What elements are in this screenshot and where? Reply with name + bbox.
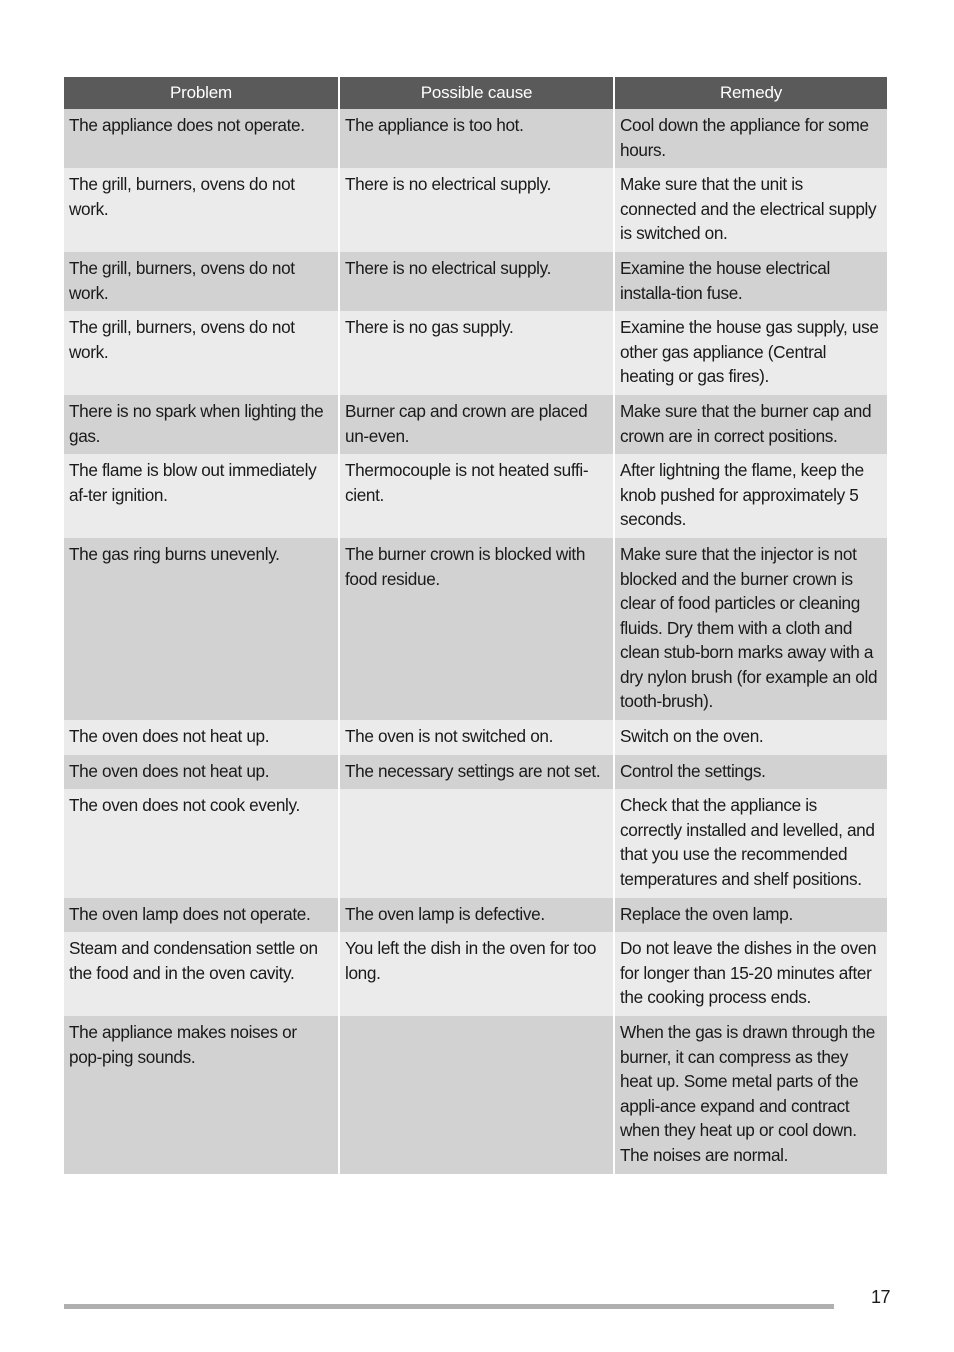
cause-cell: [339, 789, 614, 897]
table-row: [64, 755, 887, 790]
table-row: [64, 395, 887, 454]
cause-cell: The necessary settings are not set.: [339, 755, 614, 790]
cause-cell: Burner cap and crown are placed un-even.: [339, 395, 614, 454]
table-row: [64, 932, 887, 1016]
table-header-row: [64, 77, 887, 109]
cause-cell: There is no electrical supply.: [339, 252, 614, 311]
remedy-cell: Cool down the appliance for some hours.: [614, 109, 887, 168]
cause-cell: The appliance is too hot.: [339, 109, 614, 168]
problem-cell: The appliance makes noises or pop-ping sounds.: [64, 1016, 339, 1174]
cause-cell: There is no electrical supply.: [339, 168, 614, 252]
header-possible-cause: Possible cause: [339, 77, 614, 109]
troubleshooting-table: [64, 77, 887, 1174]
header-problem: Problem: [64, 77, 339, 109]
problem-cell: The gas ring burns unevenly.: [64, 538, 339, 720]
cause-cell: The oven lamp is defective.: [339, 898, 614, 933]
table-row: [64, 789, 887, 897]
table-row: [64, 720, 887, 755]
remedy-cell: Control the settings.: [614, 755, 887, 790]
cause-cell: The burner crown is blocked with food residue.: [339, 538, 614, 720]
table-row: [64, 1016, 887, 1174]
cause-cell: The oven is not switched on.: [339, 720, 614, 755]
remedy-cell: After lightning the flame, keep the knob pushed for approximately 5 seconds.: [614, 454, 887, 538]
table-row: [64, 311, 887, 395]
remedy-cell: Check that the appliance is correctly installed and levelled, and that you use the recommended temperatures and shelf positions.: [614, 789, 887, 897]
problem-cell: The grill, burners, ovens do not work.: [64, 311, 339, 395]
table-row: [64, 168, 887, 252]
table-row: [64, 109, 887, 168]
cause-cell: Thermocouple is not heated suffi-cient.: [339, 454, 614, 538]
remedy-cell: Make sure that the unit is connected and the electrical supply is switched on.: [614, 168, 887, 252]
problem-cell: The oven does not cook evenly.: [64, 789, 339, 897]
remedy-cell: Examine the house electrical installa-tion fuse.: [614, 252, 887, 311]
problem-cell: There is no spark when lighting the gas.: [64, 395, 339, 454]
table-row: [64, 538, 887, 720]
page-number: 17: [870, 1287, 890, 1307]
cause-cell: There is no gas supply.: [339, 311, 614, 395]
table-row: [64, 898, 887, 933]
problem-cell: The oven does not heat up.: [64, 720, 339, 755]
cause-cell: You left the dish in the oven for too long.: [339, 932, 614, 1016]
troubleshooting-table-container: [64, 77, 887, 1174]
header-remedy: Remedy: [614, 77, 887, 109]
problem-cell: The oven lamp does not operate.: [64, 898, 339, 933]
problem-cell: The flame is blow out immediately af-ter ignition.: [64, 454, 339, 538]
remedy-cell: Replace the oven lamp.: [614, 898, 887, 933]
problem-cell: The grill, burners, ovens do not work.: [64, 252, 339, 311]
cause-cell: [339, 1016, 614, 1174]
footer-rule: [64, 1304, 834, 1309]
remedy-cell: Make sure that the burner cap and crown are in correct positions.: [614, 395, 887, 454]
problem-cell: The grill, burners, ovens do not work.: [64, 168, 339, 252]
problem-cell: Steam and condensation settle on the food and in the oven cavity.: [64, 932, 339, 1016]
remedy-cell: Make sure that the injector is not blocked and the burner crown is clear of food particles or cleaning fluids. Dry them with a cloth and clean stub-born marks away with a dry nylon brush (for example an old tooth-brush).: [614, 538, 887, 720]
problem-cell: The appliance does not operate.: [64, 109, 339, 168]
remedy-cell: Switch on the oven.: [614, 720, 887, 755]
table-row: [64, 252, 887, 311]
problem-cell: The oven does not heat up.: [64, 755, 339, 790]
remedy-cell: Examine the house gas supply, use other gas appliance (Central heating or gas fires).: [614, 311, 887, 395]
remedy-cell: Do not leave the dishes in the oven for longer than 15-20 minutes after the cooking process ends.: [614, 932, 887, 1016]
table-row: [64, 454, 887, 538]
remedy-cell: When the gas is drawn through the burner, it can compress as they heat up. Some metal parts of the appli-ance expand and contract when they heat up or cool down. The noises are normal.: [614, 1016, 887, 1174]
